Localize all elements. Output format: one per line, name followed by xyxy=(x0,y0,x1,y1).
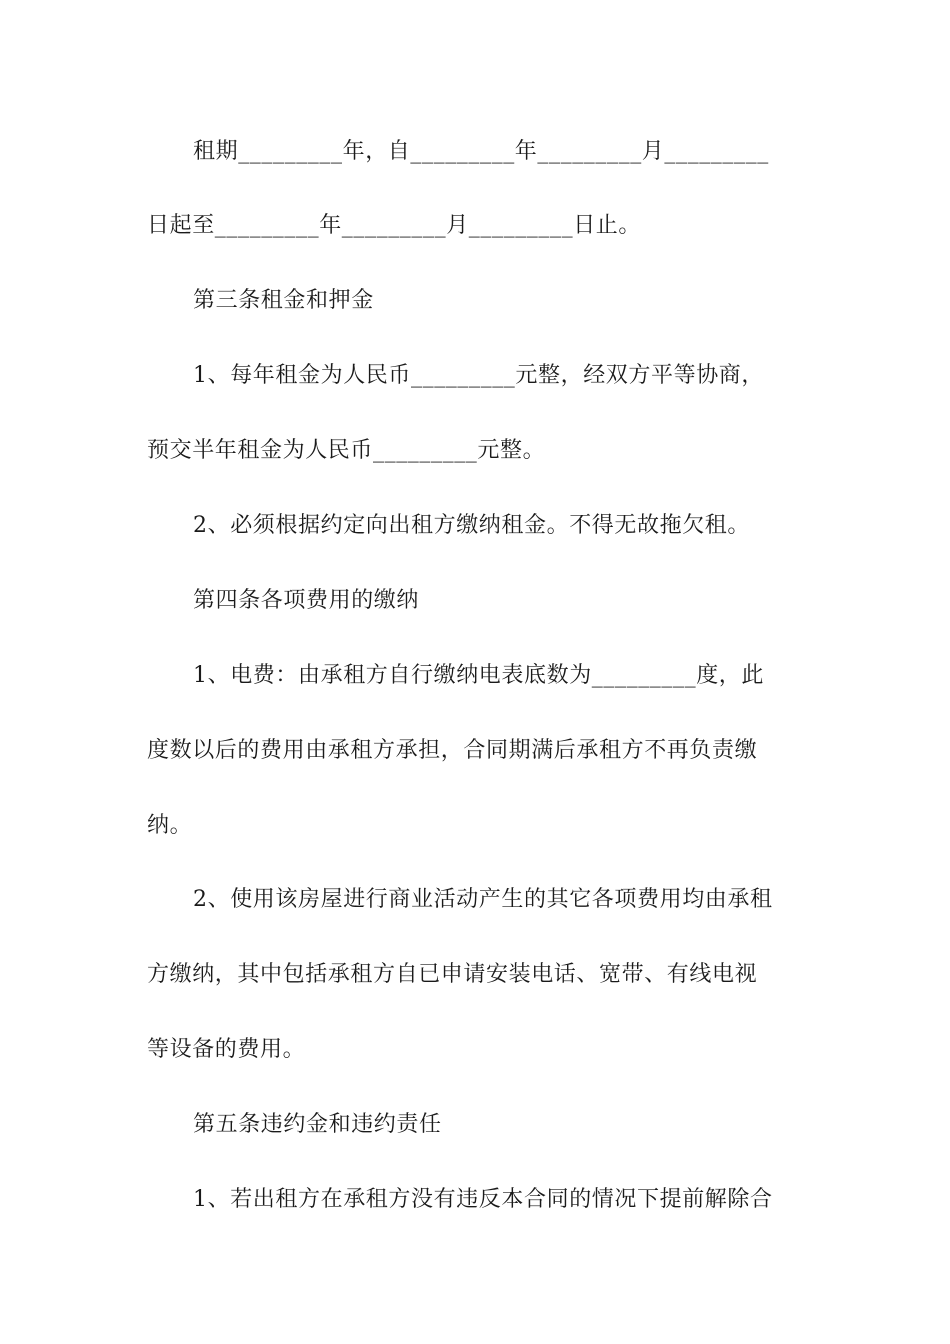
lease-term-line-1: 租期_________年，自_________年_________月_________ xyxy=(193,139,769,164)
article-3-heading: 第三条租金和押金 xyxy=(193,288,374,313)
article-4-heading: 第四条各项费用的缴纳 xyxy=(193,588,420,613)
breach-clause-1-line-1: 1、若出租方在承租方没有违反本合同的情况下提前解除合 xyxy=(193,1187,773,1212)
fee-clause-2-line-2: 方缴纳，其中包括承租方自已申请安装电话、宽带、有线电视 xyxy=(147,962,758,987)
fee-clause-2-line-3: 等设备的费用。 xyxy=(147,1037,306,1062)
rent-clause-1-line-2: 预交半年租金为人民币_________元整。 xyxy=(147,438,546,463)
article-5-heading: 第五条违约金和违约责任 xyxy=(193,1112,442,1137)
lease-term-line-2: 日起至_________年_________月_________日止。 xyxy=(147,213,642,238)
rent-clause-2: 2、必须根据约定向出租方缴纳租金。不得无故拖欠租。 xyxy=(193,513,750,538)
fee-clause-1-line-2: 度数以后的费用由承租方承担，合同期满后承租方不再负责缴 xyxy=(147,738,758,763)
rent-clause-1-line-1: 1、每年租金为人民币_________元整，经双方平等协商， xyxy=(193,363,764,388)
fee-clause-1-line-1: 1、电费：由承租方自行缴纳电表底数为_________度，此 xyxy=(193,663,764,688)
fee-clause-2-line-1: 2、使用该房屋进行商业活动产生的其它各项费用均由承租 xyxy=(193,887,773,912)
fee-clause-1-line-3: 纳。 xyxy=(147,813,193,838)
